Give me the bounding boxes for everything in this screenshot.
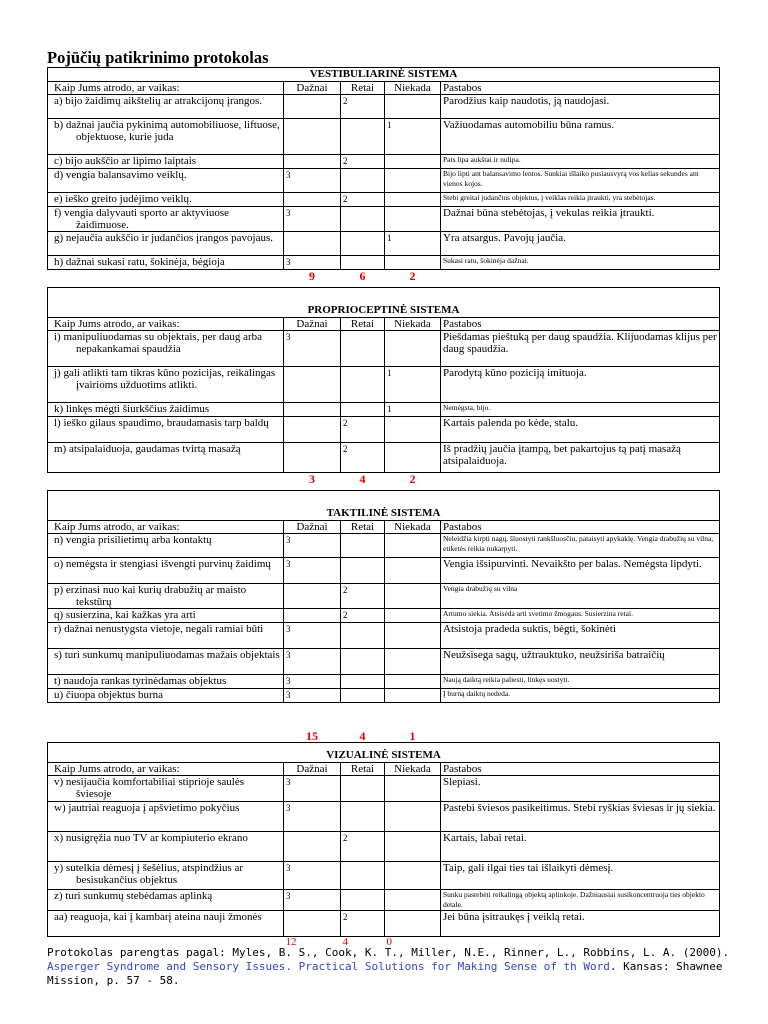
table-row	[48, 649, 720, 675]
table-row	[48, 584, 720, 609]
table-row	[48, 534, 720, 558]
question-text: s) turi sunkumų manipuliuodamas mažais objektais	[54, 649, 280, 661]
question-text: e) ieško greito judėjimo veiklų.	[54, 193, 192, 205]
score-cell-often	[284, 193, 341, 207]
footer-citation	[47, 946, 737, 988]
notes-cell: Nemėgsta, bijo.	[441, 403, 720, 417]
column-header-never: Niekada	[385, 521, 441, 534]
table-row	[48, 207, 720, 232]
score-value: 2	[343, 833, 348, 843]
score-cell-never	[385, 119, 441, 155]
score-cell-rarely	[341, 155, 385, 169]
notes-cell: Jei būna įsitraukęs į veiklą retai.	[441, 911, 720, 937]
score-cell-rarely	[341, 417, 385, 443]
column-header-rarely: Retai	[341, 763, 385, 776]
totals-row	[48, 703, 720, 743]
score-cell-rarely	[341, 911, 385, 937]
score-value: 2	[343, 194, 348, 204]
question-text: y) sutelkia dėmesį į šešėlius, atspindžius ar besisukančius objektus	[54, 862, 244, 886]
column-header-rarely: Retai	[341, 82, 385, 95]
section-title: VESTIBULIARINĖ SISTEMA	[48, 68, 720, 82]
question-cell	[48, 155, 284, 169]
table-row	[48, 862, 720, 890]
question-cell	[48, 649, 284, 675]
column-header-often: Dažnai	[284, 763, 341, 776]
question-cell	[48, 584, 284, 609]
score-cell-never	[385, 558, 441, 584]
question-text: d) vengia balansavimo veiklų.	[54, 169, 187, 181]
score-value: 2	[343, 418, 348, 428]
score-cell-rarely	[341, 169, 385, 193]
column-header-notes: Pastabos	[441, 521, 720, 534]
table-row	[48, 443, 720, 473]
notes-cell: Sunku pastebėti reikalingą objektą aplinkoje. Dažniausiai susikoncentruoja ties objekto detale.	[441, 890, 720, 911]
question-text: v) nesijaučia komfortabiliai stiprioje saulės šviesoje	[54, 776, 245, 800]
score-cell-rarely	[341, 890, 385, 911]
question-cell	[48, 832, 284, 862]
score-cell-often	[284, 649, 341, 675]
question-text: b) dažnai jaučia pykinimą automobiliuose, liftuose, objektuose, kurie juda	[54, 119, 280, 143]
score-value: 3	[286, 170, 291, 180]
table-row	[48, 802, 720, 832]
column-header-often: Dažnai	[284, 82, 341, 95]
table-row	[48, 911, 720, 937]
question-cell	[48, 802, 284, 832]
question-cell	[48, 367, 284, 403]
score-cell-often	[284, 443, 341, 473]
question-cell	[48, 169, 284, 193]
score-cell-often	[284, 534, 341, 558]
column-header-rarely: Retai	[341, 318, 385, 331]
question-cell	[48, 193, 284, 207]
question-text: j) gali atlikti tam tikras kūno pozicijas, reikalingas įvairioms užduotims atlikti.	[54, 367, 276, 391]
score-cell-rarely	[341, 207, 385, 232]
score-cell-often	[284, 256, 341, 270]
column-header-question: Kaip Jums atrodo, ar vaikas:	[48, 521, 284, 534]
notes-cell: Vengia drabužių su vilna	[441, 584, 720, 609]
score-cell-often	[284, 911, 341, 937]
question-cell	[48, 119, 284, 155]
score-cell-rarely	[341, 403, 385, 417]
total-never: 2	[409, 269, 416, 283]
table-row	[48, 95, 720, 119]
question-cell	[48, 95, 284, 119]
score-cell-rarely	[341, 558, 385, 584]
score-cell-never	[385, 623, 441, 649]
score-cell-often	[284, 417, 341, 443]
question-cell	[48, 609, 284, 623]
score-cell-rarely	[341, 367, 385, 403]
question-text: z) turi sunkumų stebėdamas aplinką	[54, 890, 213, 902]
question-cell	[48, 689, 284, 703]
score-cell-rarely	[341, 119, 385, 155]
table-row	[48, 232, 720, 256]
total-often: 15	[306, 729, 318, 743]
notes-cell: Pastebi šviesos pasikeitimus. Stebi ryškias šviesas ir jų siekia.	[441, 802, 720, 832]
question-cell	[48, 862, 284, 890]
score-cell-never	[385, 403, 441, 417]
question-text: p) erzinasi nuo kai kurių drabužių ar maisto tekstūrų	[54, 584, 247, 608]
question-text: a) bijo žaidimų aikštelių ar atrakcijonų įrangos.	[54, 95, 263, 107]
question-text: f) vengia dalyvauti sporto ar aktyviuose žaidimuose.	[54, 207, 230, 231]
question-cell	[48, 911, 284, 937]
score-cell-rarely	[341, 232, 385, 256]
score-value: 1	[387, 120, 392, 130]
score-cell-often	[284, 862, 341, 890]
table-row	[48, 256, 720, 270]
table-row	[48, 403, 720, 417]
score-cell-often	[284, 331, 341, 367]
score-cell-often	[284, 675, 341, 689]
notes-cell: Parodytą kūno poziciją imituoja.	[441, 367, 720, 403]
total-never: 1	[409, 729, 416, 743]
column-header-often: Dažnai	[284, 521, 341, 534]
table-row	[48, 776, 720, 802]
notes-cell: Taip, gali ilgai ties tai išlaikyti dėmesį.	[441, 862, 720, 890]
question-cell	[48, 558, 284, 584]
column-header-never: Niekada	[385, 82, 441, 95]
score-cell-rarely	[341, 534, 385, 558]
notes-cell: Dažnai būna stebėtojas, į vekulas reikia įtraukti.	[441, 207, 720, 232]
question-cell	[48, 232, 284, 256]
question-cell	[48, 331, 284, 367]
total-often: 3	[309, 472, 315, 486]
score-cell-often	[284, 207, 341, 232]
question-cell	[48, 256, 284, 270]
score-cell-often	[284, 890, 341, 911]
score-cell-never	[385, 155, 441, 169]
score-cell-often	[284, 609, 341, 623]
score-cell-rarely	[341, 832, 385, 862]
score-cell-often	[284, 367, 341, 403]
score-cell-often	[284, 623, 341, 649]
total-often: 12	[285, 936, 297, 947]
score-cell-rarely	[341, 193, 385, 207]
score-cell-never	[385, 689, 441, 703]
score-cell-never	[385, 207, 441, 232]
score-value: 1	[387, 368, 392, 378]
question-text: h) dažnai sukasi ratu, šokinėja, bėgioja	[54, 256, 225, 268]
score-value: 3	[286, 690, 291, 700]
notes-cell: Artumo siekia. Atsisėda arti svetimo žmogaus. Susierzina retai.	[441, 609, 720, 623]
column-header-notes: Pastabos	[441, 318, 720, 331]
total-rarely: 4	[359, 729, 366, 743]
score-value: 2	[343, 610, 348, 620]
table-row	[48, 890, 720, 911]
score-cell-often	[284, 832, 341, 862]
score-cell-never	[385, 911, 441, 937]
protocol-table	[47, 67, 720, 947]
score-value: 2	[343, 585, 348, 595]
score-cell-often	[284, 169, 341, 193]
total-rarely: 6	[359, 269, 366, 283]
question-text: x) nusigręžia nuo TV ar kompiuterio ekrano	[54, 832, 248, 844]
citation-text: Protokolas parengtas pagal: Myles, B. S., Cook, K. T., Miller, N.E., Rinner, L., Robbins, L. A. (2000).	[47, 946, 730, 959]
column-header-question: Kaip Jums atrodo, ar vaikas:	[48, 318, 284, 331]
notes-cell: Vengia išsipurvinti. Nevaikšto per balas. Nemėgsta lipdyti.	[441, 558, 720, 584]
score-value: 3	[286, 559, 291, 569]
section-header-row	[48, 491, 720, 521]
question-cell	[48, 417, 284, 443]
score-cell-never	[385, 649, 441, 675]
notes-cell: Neleidžia kirpti nagų, šluostyti rankšluosčiu, pataisyti apykaklę. Vengia drabužių su vilna, etiketės reikia nukarpyti.	[441, 534, 720, 558]
score-cell-never	[385, 832, 441, 862]
total-often: 9	[309, 269, 315, 283]
question-cell	[48, 207, 284, 232]
totals-row	[48, 473, 720, 491]
score-cell-often	[284, 232, 341, 256]
score-cell-rarely	[341, 95, 385, 119]
score-cell-rarely	[341, 443, 385, 473]
score-cell-never	[385, 584, 441, 609]
score-cell-never	[385, 331, 441, 367]
column-header-never: Niekada	[385, 763, 441, 776]
table-row	[48, 832, 720, 862]
score-cell-often	[284, 558, 341, 584]
table-row	[48, 367, 720, 403]
score-cell-rarely	[341, 649, 385, 675]
citation-publisher: . Kansas: Shawnee Mission, p. 57 - 58.	[47, 960, 723, 987]
notes-cell: Bijo lipti ant balansavimo lentos. Sunkiai išlaiko pusiausvyrą vos kelias sekundes ant vienos kojos.	[441, 169, 720, 193]
table-row	[48, 558, 720, 584]
score-value: 2	[343, 156, 348, 166]
notes-cell: Naują daiktą reikia paliesti, linkęs uostyti.	[441, 675, 720, 689]
table-row	[48, 417, 720, 443]
score-cell-never	[385, 609, 441, 623]
total-never: 0	[386, 936, 392, 947]
score-cell-never	[385, 776, 441, 802]
question-text: l) ieško gilaus spaudimo, braudamasis tarp baldų	[54, 417, 269, 429]
score-cell-often	[284, 119, 341, 155]
question-text: w) jautriai reaguoja į apšvietimo pokyčius	[54, 802, 240, 814]
question-text: n) vengia prisilietimų arba kontaktų	[54, 534, 212, 546]
score-value: 3	[286, 332, 291, 342]
score-cell-rarely	[341, 609, 385, 623]
notes-cell: Yra atsargus. Pavojų jaučia.	[441, 232, 720, 256]
score-cell-never	[385, 534, 441, 558]
score-cell-rarely	[341, 331, 385, 367]
question-text: aa) reaguoja, kai į kambarį ateina nauji žmonės	[54, 911, 262, 923]
section-header-row	[48, 743, 720, 763]
score-cell-never	[385, 256, 441, 270]
score-value: 1	[387, 233, 392, 243]
notes-cell: Atsistoja pradeda suktis, bėgti, šokinėti	[441, 623, 720, 649]
total-never: 2	[409, 472, 416, 486]
score-cell-never	[385, 443, 441, 473]
score-cell-never	[385, 862, 441, 890]
notes-cell: Sukasi ratu, šokinėja dažnai.	[441, 256, 720, 270]
total-rarely: 4	[342, 936, 348, 947]
column-header-question: Kaip Jums atrodo, ar vaikas:	[48, 763, 284, 776]
table-row	[48, 675, 720, 689]
score-cell-rarely	[341, 802, 385, 832]
table-row	[48, 623, 720, 649]
notes-cell: Stebi greitai judančius objektus, į veiklas reikia įtraukti, yra stebėtojas.	[441, 193, 720, 207]
score-cell-rarely	[341, 675, 385, 689]
section-header-row	[48, 68, 720, 82]
score-cell-often	[284, 155, 341, 169]
score-cell-never	[385, 802, 441, 832]
notes-cell: Kartais palenda po kėde, stalu.	[441, 417, 720, 443]
question-text: c) bijo aukščio ar lipimo laiptais	[54, 155, 197, 167]
question-text: m) atsipalaiduoja, gaudamas tvirtą masažą	[54, 443, 241, 455]
column-header-row	[48, 763, 720, 776]
question-text: i) manipuliuodamas su objektais, per daug arba nepakankamai spaudžia	[54, 331, 263, 355]
score-value: 3	[286, 803, 291, 813]
score-value: 3	[286, 891, 291, 901]
section-title: VIZUALINĖ SISTEMA	[48, 743, 720, 763]
table-row	[48, 119, 720, 155]
section-title: TAKTILINĖ SISTEMA	[48, 491, 720, 521]
score-value: 2	[343, 96, 348, 106]
notes-cell: Iš pradžių jaučia įtampą, bet pakartojus tą patį masažą atsipalaiduoja.	[441, 443, 720, 473]
notes-cell: Piešdamas pieštuką per daug spaudžia. Klijuodamas klijus per daug spaudžia.	[441, 331, 720, 367]
question-cell	[48, 776, 284, 802]
document-title: Pojūčių patikrinimo protokolas	[47, 48, 269, 67]
score-cell-rarely	[341, 689, 385, 703]
table-row	[48, 169, 720, 193]
table-row	[48, 609, 720, 623]
score-cell-never	[385, 417, 441, 443]
table-row	[48, 689, 720, 703]
score-cell-rarely	[341, 862, 385, 890]
score-value: 3	[286, 650, 291, 660]
score-cell-never	[385, 367, 441, 403]
score-value: 3	[286, 208, 291, 218]
score-cell-often	[284, 95, 341, 119]
score-cell-rarely	[341, 776, 385, 802]
notes-cell: Važiuodamas automobiliu būna ramus.	[441, 119, 720, 155]
notes-cell: Kartais, labai retai.	[441, 832, 720, 862]
question-cell	[48, 403, 284, 417]
section-title: PROPRIOCEPTINĖ SISTEMA	[48, 288, 720, 318]
score-value: 1	[387, 404, 392, 414]
notes-cell: Parodžius kaip naudotis, ją naudojasi.	[441, 95, 720, 119]
question-text: k) linkęs mėgti šiurkščius žaidimus	[54, 403, 210, 415]
question-text: t) naudoja rankas tyrinėdamas objektus	[54, 675, 227, 687]
total-rarely: 4	[359, 472, 366, 486]
question-cell	[48, 534, 284, 558]
score-value: 3	[286, 257, 291, 267]
column-header-notes: Pastabos	[441, 763, 720, 776]
column-header-notes: Pastabos	[441, 82, 720, 95]
table-row	[48, 193, 720, 207]
column-header-often: Dažnai	[284, 318, 341, 331]
question-cell	[48, 443, 284, 473]
section-header-row	[48, 288, 720, 318]
score-cell-often	[284, 403, 341, 417]
score-cell-never	[385, 675, 441, 689]
column-header-row	[48, 521, 720, 534]
score-cell-never	[385, 169, 441, 193]
score-cell-often	[284, 584, 341, 609]
question-text: o) nemėgsta ir stengiasi išvengti purvinų žaidimų	[54, 558, 271, 570]
citation-book-link[interactable]: Asperger Syndrome and Sensory Issues. Practical Solutions for Making Sense of th Word	[47, 960, 610, 973]
score-value: 3	[286, 676, 291, 686]
score-value: 3	[286, 624, 291, 634]
column-header-never: Niekada	[385, 318, 441, 331]
score-value: 3	[286, 863, 291, 873]
notes-cell: Į burną daiktų nededa.	[441, 689, 720, 703]
score-cell-rarely	[341, 584, 385, 609]
score-value: 2	[343, 912, 348, 922]
score-value: 3	[286, 777, 291, 787]
column-header-question: Kaip Jums atrodo, ar vaikas:	[48, 82, 284, 95]
notes-cell: Pats lipa aukštai ir nulipa.	[441, 155, 720, 169]
totals-row	[48, 270, 720, 288]
table-row	[48, 155, 720, 169]
score-cell-often	[284, 689, 341, 703]
column-header-row	[48, 82, 720, 95]
score-cell-never	[385, 890, 441, 911]
score-value: 2	[343, 444, 348, 454]
question-text: r) dažnai nenustygsta vietoje, negali ramiai būti	[54, 623, 264, 635]
column-header-rarely: Retai	[341, 521, 385, 534]
score-cell-often	[284, 802, 341, 832]
table-row	[48, 331, 720, 367]
score-cell-rarely	[341, 256, 385, 270]
score-cell-often	[284, 776, 341, 802]
question-text: q) susierzina, kai kažkas yra arti	[54, 609, 196, 621]
question-cell	[48, 890, 284, 911]
score-cell-rarely	[341, 623, 385, 649]
notes-cell: Slepiasi.	[441, 776, 720, 802]
question-text: g) nejaučia aukščio ir judančios įrangos pavojaus.	[54, 232, 274, 244]
notes-cell: Neužsisega sagų, užtrauktuko, neužsiriša batraičių	[441, 649, 720, 675]
column-header-row	[48, 318, 720, 331]
score-cell-never	[385, 95, 441, 119]
question-text: u) čiuopa objektus burna	[54, 689, 164, 701]
score-cell-never	[385, 193, 441, 207]
question-cell	[48, 623, 284, 649]
score-value: 3	[286, 535, 291, 545]
question-cell	[48, 675, 284, 689]
score-cell-never	[385, 232, 441, 256]
